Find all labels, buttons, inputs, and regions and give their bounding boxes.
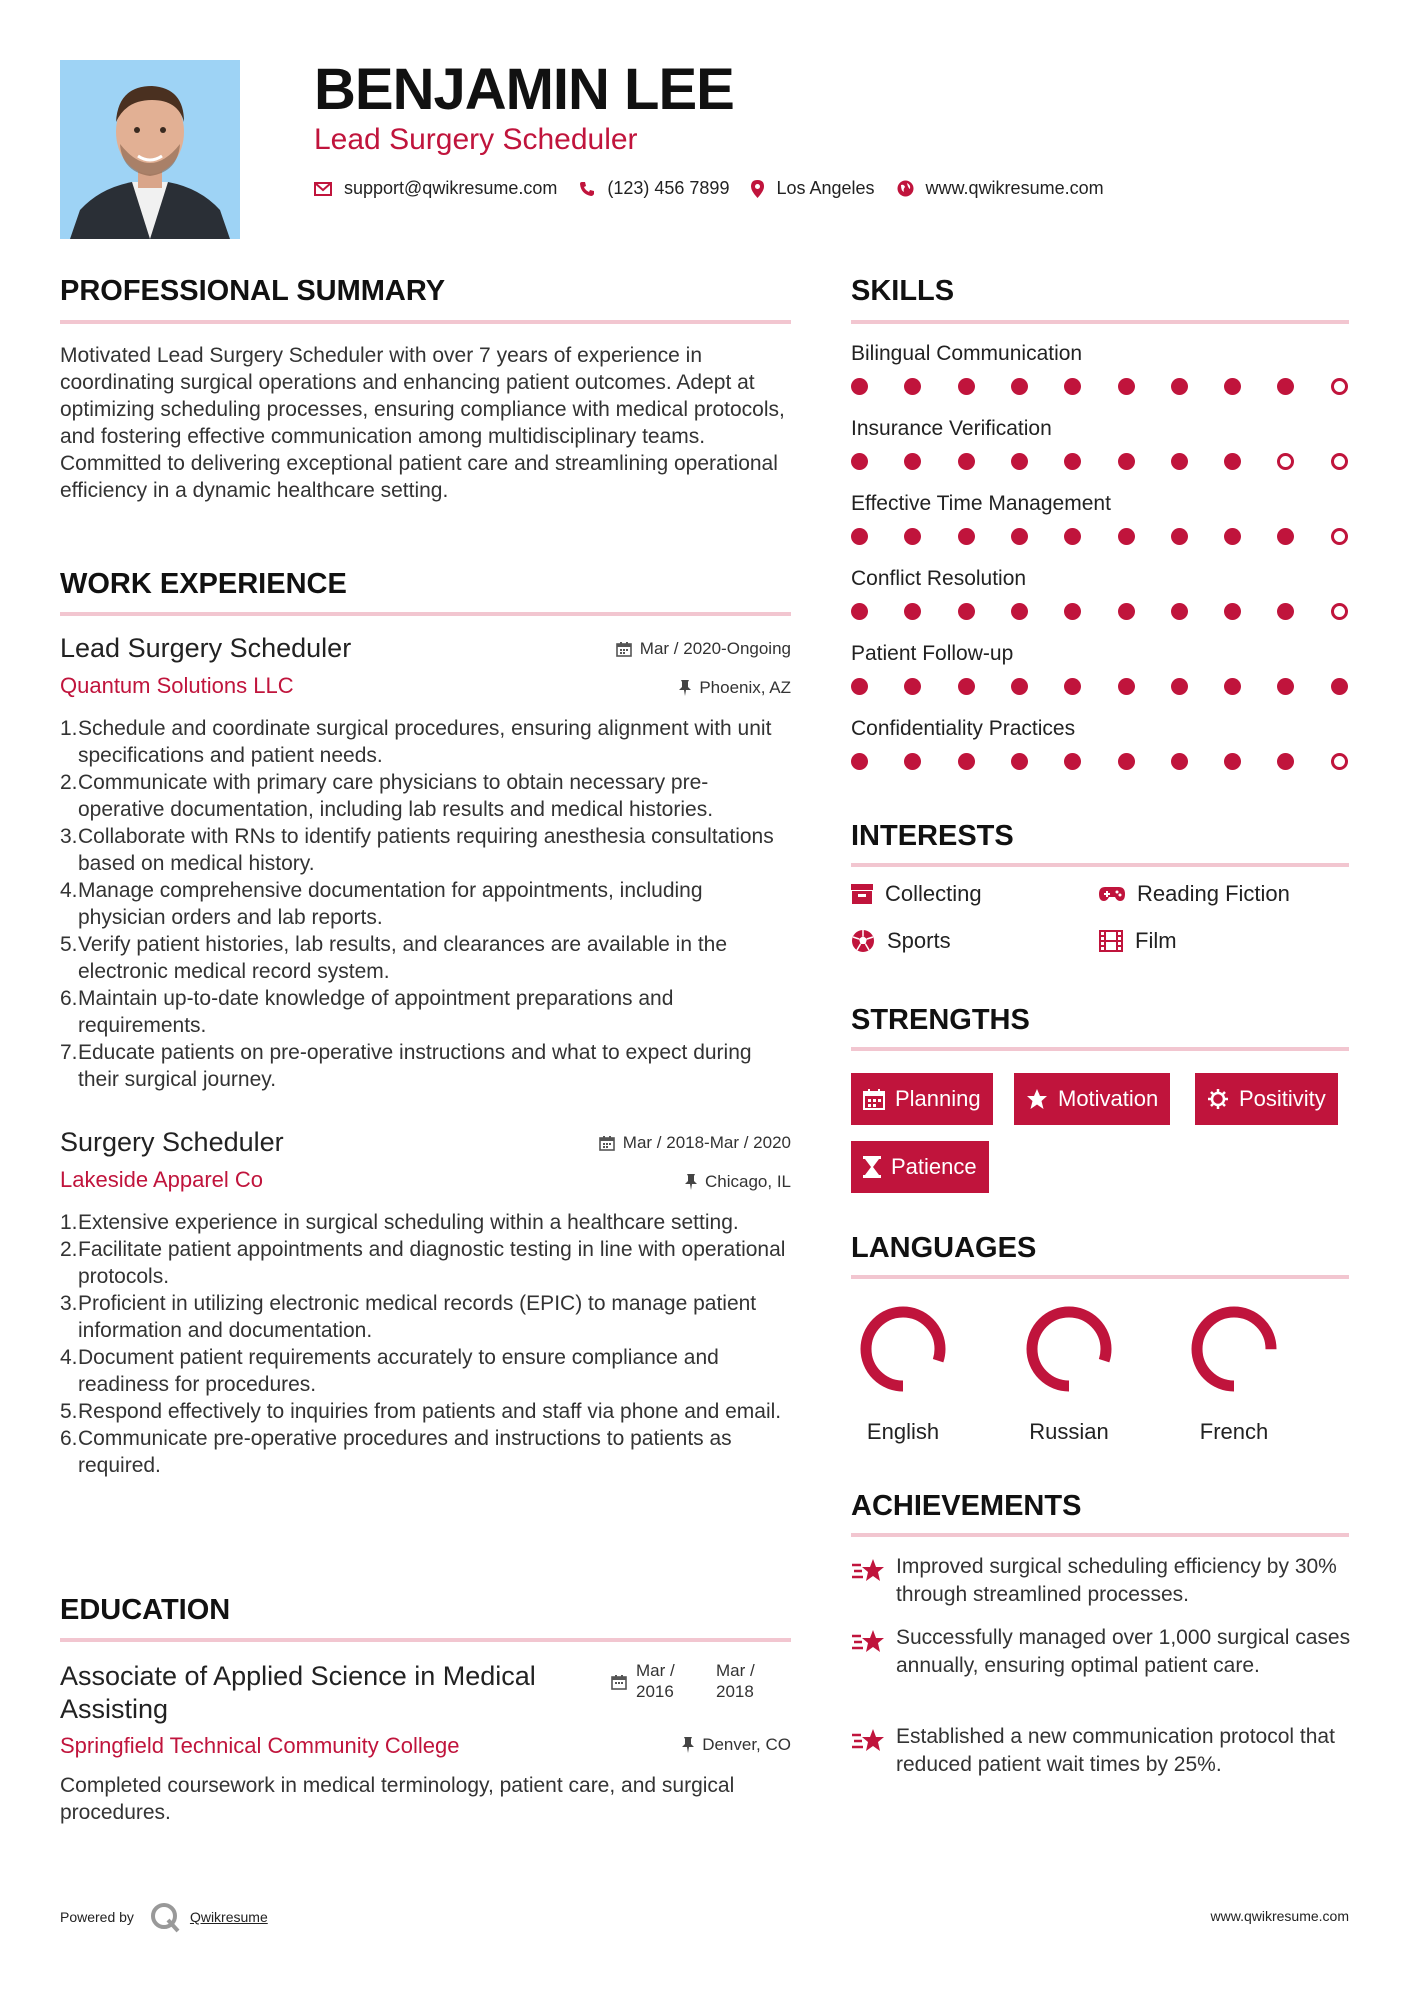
contact-website[interactable] [897, 178, 1104, 199]
list-item: 3. Proficient in utilizing electronic medical records (EPIC) to manage patient information and documentation. [60, 1292, 757, 1342]
rating-dot-filled [1331, 678, 1348, 695]
interests-divider [851, 863, 1349, 867]
envelope-icon [314, 182, 332, 196]
hourglass-icon [863, 1156, 881, 1178]
rating-dot-filled [1064, 378, 1081, 395]
list-item: 5. Respond effectively to inquiries from patients and staff via phone and email. [60, 1400, 782, 1423]
job-bullets [60, 1209, 791, 1479]
job-entry-2 [60, 1127, 791, 1547]
rating-dot-filled [1171, 453, 1188, 470]
languages-divider [851, 1275, 1349, 1279]
list-item: 5. Verify patient histories, lab results, and clearances are available in the electronic medical record system. [60, 933, 728, 983]
list-item: 2. Communicate with primary care physicians to obtain necessary pre-operative documentation, including lab results and medical histories. [60, 771, 714, 821]
strength-badge-patience [851, 1141, 989, 1193]
interest-label: Reading Fiction [1137, 881, 1290, 906]
language-label: French [1199, 1419, 1269, 1444]
rating-dot-filled [1277, 378, 1294, 395]
job-date-text: Mar / 2018-Mar / 2020 [622, 1133, 791, 1152]
language-label: English [866, 1419, 940, 1444]
skill-item [851, 342, 1349, 402]
rating-dot-filled [851, 678, 868, 695]
language-proficiency-ring [1009, 1297, 1129, 1407]
summary-divider [60, 320, 791, 324]
job-company: Lakeside Apparel Co [60, 1167, 264, 1192]
achievements-divider [851, 1533, 1349, 1537]
language-proficiency-ring [843, 1297, 963, 1407]
list-item: 7. Educate patients on pre-operative instructions and what to expect during their surgical journey. [60, 1041, 752, 1091]
shooting-star-icon [851, 1628, 885, 1656]
shooting-star-icon [851, 1557, 885, 1585]
rating-dot-filled [1064, 678, 1081, 695]
rating-dot-filled [1224, 528, 1241, 545]
rating-dot-filled [958, 453, 975, 470]
shooting-star-icon [851, 1727, 885, 1755]
rating-dot-empty [1331, 453, 1348, 470]
rating-dot-filled [958, 378, 975, 395]
rating-dot-filled [1171, 753, 1188, 770]
job-date [599, 1133, 791, 1153]
skill-rating [851, 378, 1349, 398]
list-item: 3. Collaborate with RNs to identify patients requiring anesthesia consultations based on medical history. [60, 825, 774, 875]
rating-dot-filled [958, 603, 975, 620]
achievement-item-2 [851, 1624, 1349, 1714]
achievement-item-1 [851, 1553, 1349, 1613]
email-text: support@qwikresume.com [344, 178, 558, 198]
rating-dot-filled [851, 753, 868, 770]
rating-dot-filled [1277, 528, 1294, 545]
school-name: Springfield Technical Community College [60, 1733, 460, 1758]
strength-label: Positivity [1239, 1086, 1326, 1111]
soccer-ball-icon [851, 929, 875, 953]
website-text: www.qwikresume.com [925, 178, 1104, 198]
rating-dot-filled [1118, 453, 1135, 470]
rating-dot-filled [1118, 528, 1135, 545]
summary-heading: PROFESSIONAL SUMMARY [60, 275, 446, 307]
education-start-date: Mar / 2016 [636, 1661, 675, 1701]
rating-dot-empty [1331, 603, 1348, 620]
degree-title: Associate of Applied Science in Medical Assisting [60, 1661, 536, 1724]
rating-dot-filled [1277, 678, 1294, 695]
education-location [682, 1735, 791, 1755]
rating-dot-filled [1011, 603, 1028, 620]
list-item: 4. Manage comprehensive documentation for appointments, including physician orders and lab reports. [60, 879, 703, 929]
profile-photo [60, 60, 240, 239]
calendar-icon [599, 1135, 615, 1151]
languages-heading: LANGUAGES [851, 1232, 1037, 1264]
rating-dot-empty [1331, 378, 1348, 395]
education-location-text: Denver, CO [702, 1735, 791, 1754]
rating-dot-filled [1011, 678, 1028, 695]
job-company: Quantum Solutions LLC [60, 673, 294, 698]
strength-badge-motivation [1014, 1073, 1170, 1125]
contact-location [751, 178, 874, 199]
skill-rating [851, 603, 1349, 623]
strength-label: Motivation [1058, 1086, 1159, 1111]
job-role: Surgery Scheduler [60, 1127, 284, 1157]
rating-dot-filled [1224, 603, 1241, 620]
education-heading: EDUCATION [60, 1594, 231, 1626]
list-item: 6. Communicate pre-operative procedures and instructions to patients as required. [60, 1427, 732, 1477]
job-entry-1 [60, 633, 791, 1103]
skill-rating [851, 678, 1349, 698]
rating-dot-filled [904, 453, 921, 470]
skill-item [851, 642, 1349, 702]
skill-name: Patient Follow-up [851, 642, 1014, 665]
skill-name: Effective Time Management [851, 492, 1111, 515]
rating-dot-filled [1064, 528, 1081, 545]
interest-label: Film [1135, 928, 1177, 953]
rating-dot-filled [1224, 378, 1241, 395]
skill-item [851, 417, 1349, 477]
footer-powered-by [60, 1900, 268, 1934]
work-heading: WORK EXPERIENCE [60, 568, 347, 600]
rating-dot-filled [1118, 603, 1135, 620]
skills-divider [851, 320, 1349, 324]
strength-label: Planning [895, 1086, 981, 1111]
skill-item [851, 717, 1349, 777]
strength-label: Patience [891, 1154, 977, 1179]
calendar-icon [616, 641, 632, 657]
rating-dot-filled [958, 678, 975, 695]
footer-website[interactable]: www.qwikresume.com [1210, 1908, 1349, 1924]
education-description: Completed coursework in medical terminology, patient care, and surgical procedures. [60, 1774, 735, 1824]
film-icon [1099, 930, 1123, 952]
rating-dot-filled [851, 603, 868, 620]
interest-sports [851, 928, 951, 954]
skill-name: Conflict Resolution [851, 567, 1027, 590]
achievement-item-3 [851, 1723, 1349, 1783]
language-label: Russian [1029, 1419, 1109, 1444]
rating-dot-filled [904, 378, 921, 395]
job-location [685, 1172, 791, 1192]
education-divider [60, 1638, 791, 1642]
globe-icon [897, 180, 914, 197]
rating-dot-filled [1277, 753, 1294, 770]
rating-dot-filled [958, 528, 975, 545]
job-location [679, 678, 791, 698]
skill-rating [851, 528, 1349, 548]
rating-dot-filled [904, 678, 921, 695]
rating-dot-filled [1171, 378, 1188, 395]
skills-heading: SKILLS [851, 275, 955, 307]
rating-dot-filled [1224, 678, 1241, 695]
rating-dot-filled [1277, 603, 1294, 620]
job-date-text: Mar / 2020-Ongoing [639, 639, 791, 658]
rating-dot-filled [1171, 678, 1188, 695]
sun-gear-icon [1207, 1088, 1229, 1110]
skill-name: Confidentiality Practices [851, 717, 1076, 740]
skill-item [851, 492, 1349, 552]
powered-by-text: Powered by [60, 1909, 134, 1925]
proficiency-arc [866, 1312, 940, 1386]
rating-dot-filled [1118, 678, 1135, 695]
list-item: 4. Document patient requirements accurately to ensure compliance and readiness for procedures. [60, 1346, 719, 1396]
pushpin-icon [679, 680, 691, 696]
list-item: 6. Maintain up-to-date knowledge of appointment preparations and requirements. [60, 987, 674, 1037]
pushpin-icon [682, 1737, 694, 1753]
summary-text: Motivated Lead Surgery Scheduler with over 7 years of experience in coordinating surgical operations and enhancing patient outcomes. Adept at optimizing scheduling processes, ensuring compliance with medical protocols, and fostering effective communication among multidisciplinary teams. Committed to delivering exceptional patient care and streamlining operational efficiency in a dynamic healthcare setting. [60, 344, 785, 502]
proficiency-arc [1197, 1312, 1271, 1386]
gamepad-icon [1099, 886, 1125, 902]
strength-badge-planning [851, 1073, 993, 1125]
job-role: Lead Surgery Scheduler [60, 633, 352, 663]
rating-dot-filled [1011, 378, 1028, 395]
achievement-text: Established a new communication protocol that reduced patient wait times by 25%. [896, 1725, 1335, 1776]
star-icon [1026, 1088, 1048, 1110]
pushpin-icon [685, 1174, 697, 1190]
rating-dot-empty [1277, 453, 1294, 470]
list-item: 2. Facilitate patient appointments and diagnostic testing in line with operational protocols. [60, 1238, 786, 1288]
language-item [843, 1297, 963, 1452]
rating-dot-filled [904, 528, 921, 545]
job-date [616, 639, 791, 659]
skill-rating [851, 753, 1349, 773]
work-divider [60, 612, 791, 616]
candidate-name: BENJAMIN LEE [314, 57, 734, 122]
achievement-text: Successfully managed over 1,000 surgical cases annually, ensuring optimal patient care. [896, 1626, 1351, 1677]
interests-heading: INTERESTS [851, 820, 1014, 852]
location-text: Los Angeles [776, 178, 875, 198]
strength-badge-positivity [1195, 1073, 1338, 1125]
rating-dot-filled [1064, 453, 1081, 470]
archive-box-icon [851, 884, 873, 904]
skill-item [851, 567, 1349, 627]
rating-dot-filled [1118, 378, 1135, 395]
interest-label: Collecting [885, 881, 982, 906]
qwikresume-logo-icon [148, 1900, 182, 1934]
calendar-icon [863, 1088, 885, 1110]
rating-dot-filled [1224, 453, 1241, 470]
rating-dot-filled [851, 528, 868, 545]
rating-dot-filled [1011, 753, 1028, 770]
rating-dot-filled [958, 753, 975, 770]
calendar-icon [611, 1674, 627, 1695]
job-location-text: Chicago, IL [705, 1172, 791, 1191]
proficiency-arc [1032, 1312, 1106, 1386]
rating-dot-filled [1171, 603, 1188, 620]
interest-reading-fiction [1099, 881, 1290, 907]
rating-dot-empty [1331, 753, 1348, 770]
candidate-title: Lead Surgery Scheduler [314, 123, 638, 156]
rating-dot-filled [1224, 753, 1241, 770]
interest-collecting [851, 881, 982, 907]
job-location-text: Phoenix, AZ [699, 678, 791, 697]
rating-dot-filled [904, 753, 921, 770]
list-item: 1. Extensive experience in surgical scheduling within a healthcare setting. [60, 1211, 739, 1234]
contact-phone[interactable] [579, 178, 729, 199]
contact-bar [314, 178, 1126, 199]
job-bullets [60, 715, 791, 1093]
list-item: 1. Schedule and coordinate surgical procedures, ensuring alignment with unit specifications and patient needs. [60, 717, 772, 767]
language-proficiency-ring [1174, 1297, 1294, 1407]
contact-email[interactable] [314, 178, 557, 199]
strengths-divider [851, 1047, 1349, 1051]
rating-dot-filled [851, 378, 868, 395]
achievement-text: Improved surgical scheduling efficiency by 30% through streamlined processes. [896, 1555, 1337, 1606]
language-item [1174, 1297, 1294, 1452]
rating-dot-filled [1011, 453, 1028, 470]
rating-dot-filled [851, 453, 868, 470]
brand-link[interactable]: Qwikresume [189, 1909, 268, 1925]
interest-label: Sports [887, 928, 951, 953]
rating-dot-filled [1118, 753, 1135, 770]
rating-dot-filled [1011, 528, 1028, 545]
interest-film [1099, 928, 1177, 954]
strengths-heading: STRENGTHS [851, 1004, 1030, 1036]
rating-dot-empty [1331, 528, 1348, 545]
skill-name: Insurance Verification [851, 417, 1052, 440]
rating-dot-filled [1064, 603, 1081, 620]
rating-dot-filled [1064, 753, 1081, 770]
rating-dot-filled [904, 603, 921, 620]
phone-icon [579, 181, 595, 197]
language-item [1009, 1297, 1129, 1452]
skill-rating [851, 453, 1349, 473]
rating-dot-filled [1171, 528, 1188, 545]
skill-name: Bilingual Communication [851, 342, 1083, 365]
map-pin-icon [751, 180, 764, 198]
phone-text: (123) 456 7899 [607, 178, 730, 198]
achievements-heading: ACHIEVEMENTS [851, 1490, 1082, 1522]
education-end-date: Mar / 2018 [716, 1661, 755, 1701]
